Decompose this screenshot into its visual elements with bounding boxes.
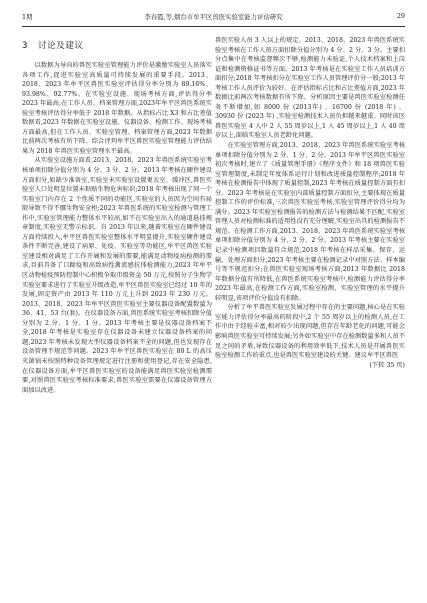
continuation-note: (下转 35 页) (369, 361, 405, 369)
body-paragraph: 在实验室管理方面,2013、2018、2023 年兽医系统实验室考核单项扣除分值分别为 2 分、1 分、2 分。2013 年牟平区兽医实验室初次考核时,建立了《质量管理手册》《程序文件》和 18 项兽医实验室管理制度,未制定年度体系运行计划和改进质量控制程序;2018 年考核在检测报告中体现了质量控制,2023 年考核在质量控制方面有扣分。2023 年考核是在实验室内部质量控制方面扣分,主要体现在质量控制工作的评价标准,三次兽医实验室考核,实验室管理评价得分均为满分。2023 年实验室检测报告的检测方法与检测结果不匹配,实验室管理人员对检测标准的适用性没有充分理解,实验室出具的检测报告不规范。在检测工作方面,2013、2018、2023 年兽医系统实验室考核单项扣除分值分别为 4 分、2 分、2 分。2013 年考核主要在实验室记录中检测项目数量符合规范,2018 年考核在样品采集、保存、运输、处理方面扣分,2023 年考核主要在检测记录中对照方法、样本编号等不规范扣分;在兽医实验室现场考核方面,2013 年数据比 2018 年数据分值有所降低,在兽医系统实验室考核中,检测能力评估得分率 2023 年最高,在检测工作方面,实验室检测、实验室管理的水平提升较明显,该项评价分值没有扣除。 (215, 142, 405, 302)
running-title: 李春霞,等,烟台市牟平区兽医实验室能力评估研究 (144, 13, 283, 21)
issue-label: 1期 (22, 13, 33, 21)
section-number: 3 (22, 41, 28, 51)
body-paragraph: 分析了牟平兽医实验室发展过程中存在的主要问题,核心是在实验室能力评估得分率最高的阶段中,2 个 55 周岁以上的检测人员,在工作中由于经验丰富,相对较少出现问题,但存在年龄老化的问题,可能会影响兽医实验室可持续发展;另外如实验室中存在检测数量多和人员不足之间的矛盾,导致仪器设备的利用效率低下,技术人员是开展兽医实验室检测工作的重点,也是兽医实验室建设的关键。建议牟平区兽医 (215, 304, 405, 360)
header-rule (22, 26, 405, 27)
body-paragraph: 兽医实验人员 3 人以上的规定。2013、2018、2023 年兽医系统实验室考核在工作人员方面扣除分值分别为 4 分、2 分、3 分。主要扣分点集中在考核监督频次不够,检测能力未验证,个人技术档案和上岗证和检测资格证书等方面。2013 年考核是在实验室工作人员培训方面扣分;2018 年考核扣分在实验室工作人员管理评价分一般;2013 年考核工作人员评价为较好。在评估指标占比和占比差值方面,2023 年数据比前两次考核数据有所下降。分析原因主要是兽医实验室检测任务不断增加,如 8000 份 (2013年) 、16700 份 (2018 年) 、30930 份 (2023 年) ,实验室检测技术人员负担越来越重。同时该区兽医实验室 4 人中 2 人 55 周岁以上,1 人 45 周岁以上,1 人 40 周岁以上,面临实验室人员老龄化问题。 (215, 37, 405, 140)
body-paragraph: 从实验室设施方面看,2013、2018、2023 年兽医系统实验室考核单项扣除分值分别为 4 分、3 分、2 分。2013 年考核在硬件建设方面扣分,如缺少准备室,实验室未实验室设置更衣室、缓冲区,兽医实验室人口处明显位置未粘贴生物危害标识;2018 年考核出现了同一个实验室门内存在 2 个性质不同的功能区,实验室的人员因为空间有局限导致不得不挪生物安全柜;2023 年兽医系统的实验室检测与管理工作中,实验室管理能力整体水平较高,如不在实验室出入的通道悬挂规章制度,实验室无警示标识。自 2013 年以来,随着实验室在硬件建设方面持续投入,牟平区兽医实验室整体水平明显提升,实验室硬件建设条件不断完善,建设了病原、免疫、实验室等功能区,牟平区兽医实验室建设相对满足了工作开展和发展的需要,能满足动物疫病检测的需求,目前具备了口蹄疫和高致病性禽流感抗体检测能力,2023 年牟平区动物检疫预防控制中心积极争取市级资金 50 万元,按照分子生物学实验室要求进行了实验室升级改造,牟平区兽医实验室已经过 10 年的发展,固定资产由 2013 年 110 万元上升到 2023 年 230 万元。2013、2018、2023 年牟平区兽医实验室主要仪器设备配置数量为 36、41、53 台(套)。在仪器设备方面,兽医系统实验室考核扣除分值分别为 2 分、1 分、1 分。2013 年考核主要是仪器设备档案不全,2018 年考核是实验室存在仪器设备未建立仪器设备档案的问题,2023 年考核未发现大型仪器设备档案不全的问题,但也发现存在设备管理不规范等问题。2023 年牟平区兽医实验室在 80 L 的高压灭菌锅未按照特种设备管理规定进行注册和使用登记,存在安全隐患,在仪器设备方面,牟平区兽医实验室的设备能满足兽医实验室检测需要,对照兽医实验室考核标准要求,兽医实验室需要在仪器设备管理方面加以改进。 (22, 157, 212, 394)
left-column (22, 36, 212, 395)
section-title-text: 讨论及建议 (37, 41, 84, 51)
right-column (215, 36, 405, 370)
page-number: 29 (396, 12, 405, 20)
running-header (22, 10, 405, 24)
body-paragraph: 以数据为导向的兽医实验室管理能力评价是激励实验室人员落实各项工作,促进实验室高质量可持续发展的重要手段。2013、2018、2023 年牟平区兽医实验室评估得分率分别为 89.16%、93.98%、92.77%。在实验室设施、现场考核方面,评估得分率 2023 年最高;在工作人员、档案管理方面,2023年牟平区兽医系统实验室考核评估得分率低于 2018 年数据。从指标占比 X3 和占比差值数据看,2023 年数据在实验室设施、仪器设备、检测工作、现场考核方面最高,但在工作人员、实验室管理、档案管理方面,2023 年数据比前两次考核有所下降。综合评判牟平区兽医实验室管理能力评估结果为 2018 年兽医实验室管理水平最高。 (22, 62, 212, 155)
section-heading (22, 39, 212, 53)
